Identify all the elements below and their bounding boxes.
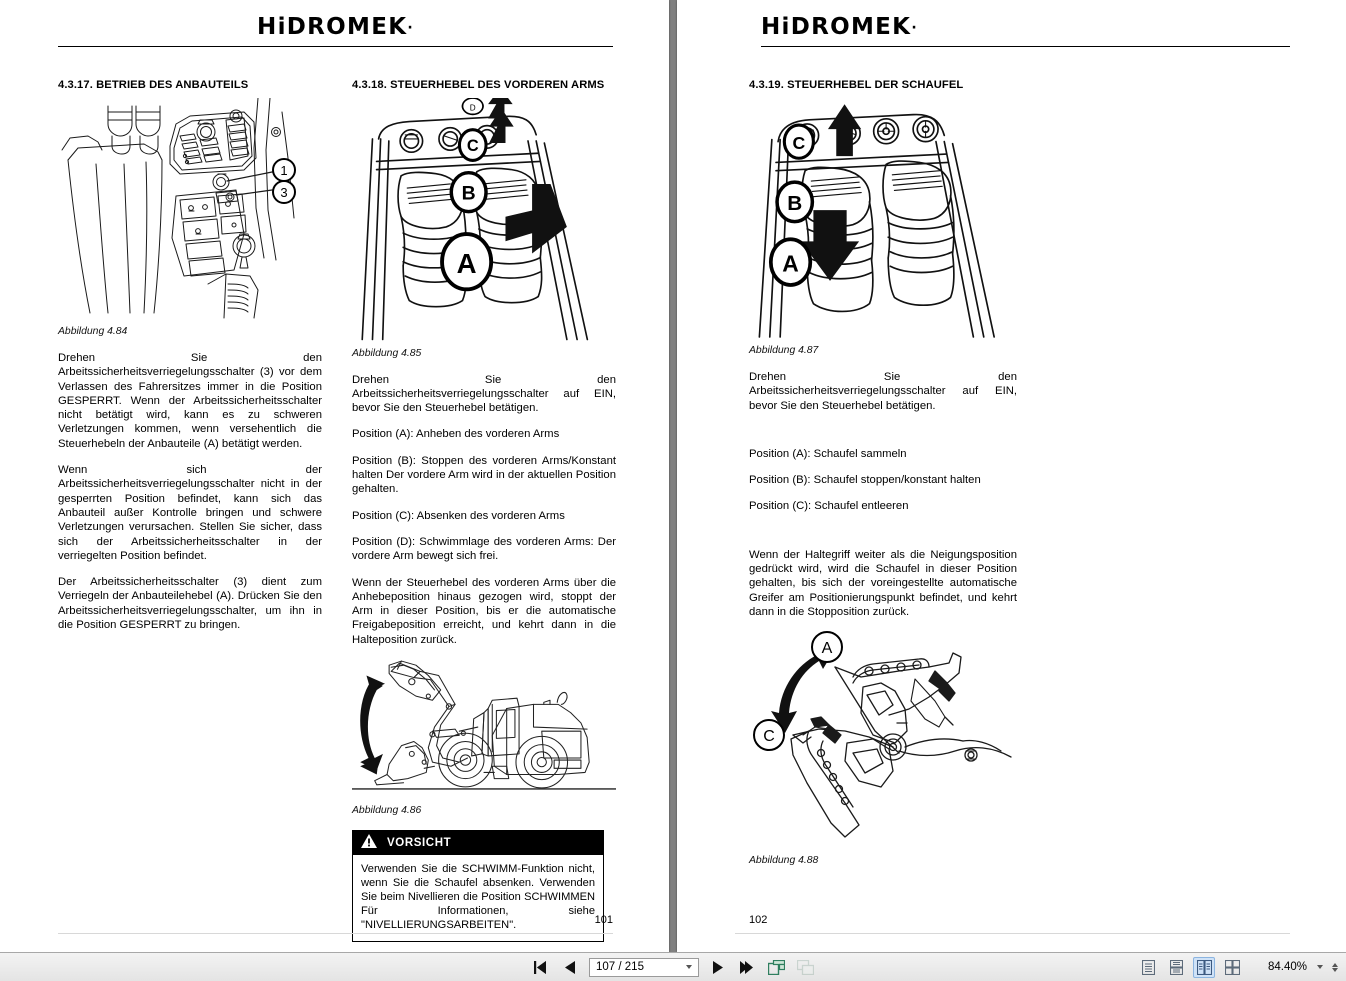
caution-text: Verwenden Sie die SCHWIMM-Funktion nicht, wenn Sie die Schaufel absenken. Verwenden Sie beim Nivellieren die Position SCHWIMMEN Für Informationen, siehe "NIVELLIERUNGSARBEITEN". (361, 863, 595, 932)
view-controls-group (1137, 957, 1338, 978)
page-101[interactable] (0, 0, 669, 952)
position-d: Position (D): Schwimmlage des vorderen Arms: Der vordere Arm bewegt sich frei. (352, 535, 616, 563)
warning-triangle-icon (361, 834, 377, 853)
caution-title: VORSICHT (387, 837, 452, 850)
page-header (58, 14, 613, 50)
page-102[interactable] (677, 0, 1346, 952)
chevron-down-icon[interactable] (686, 965, 692, 969)
section-heading-4-3-18: 4.3.18. STEUERHEBEL DES VORDEREN ARMS (352, 79, 605, 91)
facing-continuous-view-button[interactable] (1221, 957, 1243, 978)
paragraph: Drehen Sie den Arbeitssicherheitsverriegelungsschalter (3) vor dem Verlassen des Fahrersitzes immer in die Position GESPERRT. Wenn der Arbeitssicherheitsschalter nicht betätigt wird, kann es zu schweren Verletzungen kommen, wenn versehentlich die Steuerhebeln der Anbauteile (A) betätigt werden. (58, 352, 322, 450)
paragraph: Der Arbeitssicherheitsschalter (3) dient zum Verriegeln der Anbauteilehebel (A). Drücken Sie den Arbeitssicherheitsverriegelungsschalter, um ihn in die Position GESPERRT zu bringen. (58, 576, 322, 632)
footer-rule (58, 933, 613, 934)
bucket-linkage-diagram (749, 631, 1017, 849)
callout-3: 3 (280, 185, 288, 200)
page-number-value: 107 / 215 (596, 961, 644, 973)
callout-c: C (466, 137, 479, 156)
position-a: Position (A): Schaufel sammeln (749, 447, 907, 460)
figure-caption-4-84: Abbildung 4.84 (58, 326, 128, 337)
facing-pages-view-button[interactable] (1193, 957, 1215, 978)
column-4-3-17 (58, 78, 322, 632)
page-navigation-group (531, 957, 815, 977)
caution-header (353, 831, 603, 855)
header-rule (761, 46, 1290, 47)
wheel-loader-side-view-diagram (352, 659, 616, 799)
copy-button[interactable] (766, 957, 786, 977)
page-header (761, 14, 1290, 50)
figure-caption-4-86: Abbildung 4.86 (352, 805, 422, 817)
hidromek-logo: HiDROMEK· (761, 14, 918, 40)
position-c: Position (C): Absenken des vorderen Arms (352, 509, 565, 522)
bucket-lever-diagram (749, 98, 1017, 339)
paragraph: Drehen Sie den Arbeitssicherheitsverriegelungsschalter auf EIN, bevor Sie den Steuerhebel betätigen. (749, 370, 1017, 412)
figure-caption-4-88: Abbildung 4.88 (749, 855, 819, 867)
page-number: 102 (749, 914, 768, 926)
callout-a: A (456, 247, 477, 279)
position-b: Position (B): Stoppen des vorderen Arms/Konstant halten Der vordere Arm wird in der aktuellen Position gehalten. (352, 454, 616, 496)
front-arm-lever-diagram (352, 98, 616, 342)
callout-b: B (787, 192, 803, 216)
figure-caption-4-87: Abbildung 4.87 (749, 344, 819, 356)
callout-a: A (821, 640, 833, 658)
section-heading-4-3-17: 4.3.17. BETRIEB DES ANBAUTEILS (58, 79, 249, 91)
single-page-view-button[interactable] (1137, 957, 1159, 978)
paragraph: Wenn der Steuerhebel des vorderen Arms über die Anhebeposition hinaus gezogen wird, stoppt der Arm in dieser Position, bis er die automatische Freigabeposition erreicht, und kehrt dann in die Halteposition zurück. (352, 576, 616, 646)
callout-b: B (461, 182, 476, 205)
previous-page-button[interactable] (560, 957, 580, 977)
paragraph: Wenn der Haltegriff weiter als die Neigungsposition gedrückt wird, wird die Schaufel in dieser Position gehalten, bis sich der voreingestellte automatische Greifer am Positionierungspunkt befindet, und kehrt dann in die Stopposition zurück. (749, 548, 1017, 618)
console-controls-diagram (58, 98, 322, 320)
viewer-toolbar (0, 952, 1346, 981)
caution-box (352, 830, 604, 942)
continuous-view-button[interactable] (1165, 957, 1187, 978)
figure-caption-4-85: Abbildung 4.85 (352, 347, 422, 359)
zoom-chevron-down-icon[interactable] (1317, 965, 1323, 969)
zoom-stepper[interactable] (1332, 963, 1338, 972)
footer-rule (735, 933, 1290, 934)
paste-button[interactable] (795, 957, 815, 977)
first-page-button[interactable] (531, 957, 551, 977)
last-page-button[interactable] (737, 957, 757, 977)
callout-c: C (792, 132, 806, 153)
zoom-level-value: 84.40% (1267, 961, 1307, 973)
paragraph: Wenn sich der Arbeitssicherheitsverriegelungsschalter nicht in der gesperrten Position befindet, kann sich das Anbauteil außer Kontrolle bringen und schwere Verletzungen verursachen. Stellen Sie sicher, dass sich der Arbeitssicherheitsschalter in der verriegelten Position befindet. (58, 464, 322, 562)
position-c: Position (C): Schaufel entleeren (749, 500, 909, 513)
section-heading-4-3-19: 4.3.19. STEUERHEBEL DER SCHAUFEL (749, 79, 964, 91)
callout-d: D (469, 103, 476, 113)
column-4-3-18 (352, 78, 616, 942)
callout-a: A (782, 250, 799, 277)
paragraph: Drehen Sie den Arbeitssicherheitsverriegelungsschalter auf EIN, bevor Sie den Steuerhebel betätigen. (352, 373, 616, 415)
page-number-input[interactable] (589, 958, 699, 977)
column-4-3-19 (749, 78, 1017, 880)
position-b: Position (B): Schaufel stoppen/konstant halten (749, 474, 981, 487)
next-page-button[interactable] (708, 957, 728, 977)
callout-1: 1 (280, 163, 288, 178)
header-rule (58, 46, 613, 47)
hidromek-logo: HiDROMEK· (257, 14, 414, 40)
position-a: Position (A): Anheben des vorderen Arms (352, 428, 560, 441)
page-number: 101 (594, 914, 613, 926)
callout-c: C (763, 728, 775, 746)
